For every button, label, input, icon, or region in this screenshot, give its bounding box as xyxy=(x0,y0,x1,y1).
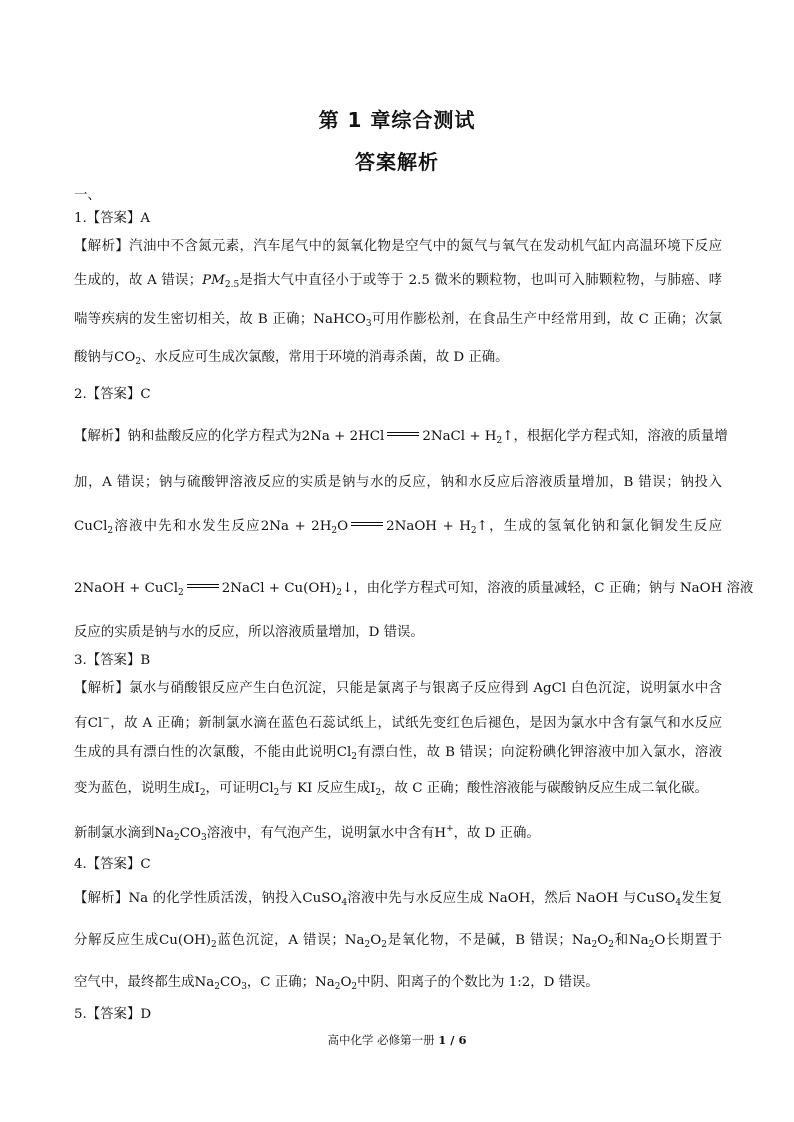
text-run: I xyxy=(194,781,200,796)
text-run: 2 xyxy=(331,526,338,536)
page-subtitle: 答案解析 xyxy=(355,150,439,174)
text-run: Na xyxy=(628,933,649,948)
text-run: Na xyxy=(315,975,335,990)
text-run: (OH) xyxy=(303,581,337,596)
q1-line-1 xyxy=(74,238,722,256)
text-run: 【解析】Na 的化学性质活泼，钠投入 xyxy=(74,891,303,906)
text-run: 2 xyxy=(107,526,114,536)
q2-line-4 xyxy=(74,580,754,602)
text-run: 2 xyxy=(351,752,358,762)
q1-answer: 1.【答案】A xyxy=(74,211,151,226)
footer-page-number: 1 / 6 xyxy=(438,1033,467,1047)
text-run: ，故 D 正确。 xyxy=(453,826,540,841)
text-run: 酸钠与 xyxy=(74,350,115,365)
text-run: 可用作膨松剂，在食品生产中经常用到，故 C 正确；次氯 xyxy=(371,312,722,327)
text-run: 2 xyxy=(496,436,503,446)
text-run: 溶液中先与水反应生成 NaOH，然后 NaOH 与 xyxy=(347,891,637,906)
text-run: CuSO xyxy=(636,891,676,906)
text-run: Na xyxy=(194,975,215,990)
text-run: CO xyxy=(219,975,242,990)
text-run: ，根据化学方程式知，溶液的质量增 xyxy=(513,429,728,444)
text-run: Cl xyxy=(336,745,352,760)
q2-line-1 xyxy=(74,428,728,450)
text-run: 空气中，最终都生成 xyxy=(74,975,195,990)
text-run: 4 xyxy=(675,898,682,908)
text-run: 2 xyxy=(648,940,655,950)
text-run: 2 xyxy=(336,588,342,598)
text-run: ，C 正确； xyxy=(246,975,315,990)
q3-line-5 xyxy=(74,820,722,847)
page-footer xyxy=(0,1032,794,1048)
text-run: 2 xyxy=(351,982,358,992)
q4-answer: 4.【答案】C xyxy=(74,857,151,872)
text-run: 是指大气中直径小于或等于 2.5 微米的颗粒物，也叫可入肺颗粒物，与肺癌、哮 xyxy=(239,273,722,288)
text-run: ↑ xyxy=(502,429,514,444)
text-run: ，故 C 正确；酸性溶液能与碳酸钠反应生成二氧化碳。 xyxy=(381,781,708,796)
text-run: 2 xyxy=(211,940,217,950)
text-run: 2NaCl + Cu xyxy=(221,581,304,596)
text-run: ↑ xyxy=(476,519,488,534)
q4-line-1 xyxy=(74,890,722,912)
text-run: Na xyxy=(154,826,175,841)
text-run: CO xyxy=(179,826,202,841)
text-run: CuCl xyxy=(74,519,108,534)
text-run: NaHCO xyxy=(313,312,366,327)
text-run: 2 xyxy=(334,982,341,992)
text-run: 2 xyxy=(273,788,280,798)
text-run: ，生成的氢氧化钠和氯化铜发生反应 xyxy=(487,519,722,534)
q1-line-3 xyxy=(74,311,722,333)
text-run: CO xyxy=(114,350,136,365)
text-run: 喘等疾病的发生密切相关，故 B 正确； xyxy=(74,312,314,327)
text-run: 2 xyxy=(608,940,614,950)
text-run: 生成的具有漂白性的次氯酸，不能由此说明 xyxy=(74,745,337,760)
text-run: 2 xyxy=(364,940,371,950)
text-run: 有漂白性，故 B 错误；向淀粉碘化钾溶液中加入氯水，溶液 xyxy=(357,745,722,760)
text-run: Na xyxy=(571,933,592,948)
text-run: ，故 A 正确；新制氯水滴在蓝色石蕊试纸上，试纸先变红色后褪色，是因为氯水中含有氯气和水反应 xyxy=(109,716,722,731)
text-run: 4 xyxy=(341,898,348,908)
text-run: H xyxy=(434,826,447,841)
text-run: Na xyxy=(344,933,365,948)
text-run: 2Na + 2HCl xyxy=(301,429,385,444)
text-run: 和 xyxy=(613,933,629,948)
q2-answer: 2.【答案】C xyxy=(74,387,151,402)
text-run: 中阴、阳离子的个数比为 1:2，D 错误。 xyxy=(357,975,599,990)
text-run: 是氧化物，不是碱，B 错误； xyxy=(386,933,572,948)
q3-answer: 3.【答案】B xyxy=(74,653,151,668)
text-run: O xyxy=(597,933,609,948)
text-run: 2.5 xyxy=(224,280,240,290)
text-run: 长期置于 xyxy=(665,933,723,948)
text-run: 3 xyxy=(365,319,372,329)
text-run: 发生复 xyxy=(681,891,723,906)
q1-line-2 xyxy=(74,272,722,294)
text-run: 2 xyxy=(178,588,184,598)
text-run: 溶液中先和水发生反应 xyxy=(113,519,261,534)
equals-sign xyxy=(387,432,419,436)
equals-sign xyxy=(351,522,383,526)
text-run: 、水反应可生成次氯酸，常用于环境的消毒杀菌，故 D 正确。 xyxy=(141,350,509,365)
footer-course: 高中化学 必修第一册 xyxy=(327,1033,435,1047)
text-run: 2NaOH + H xyxy=(386,519,471,534)
q4-line-2 xyxy=(74,932,722,954)
text-run: O xyxy=(337,519,349,534)
text-run: 3 xyxy=(241,982,247,992)
q2-line-2: 加，A 错误；钠与硫酸钾溶液反应的实质是钠与水的反应，钠和水反应后溶液质量增加，B 错误；钠投入 xyxy=(74,475,722,490)
equals-sign xyxy=(187,584,219,588)
section-label: 一、 xyxy=(74,188,101,203)
text-run: 有 xyxy=(74,716,88,731)
text-run: 【解析】汽油中不含氮元素，汽车尾气中的氮氧化物是空气中的氮气与氧气在发动机气缸内高温环境下反应 xyxy=(74,239,722,254)
text-run: 2 xyxy=(591,940,598,950)
text-run: (OH) xyxy=(177,933,211,948)
text-run: O xyxy=(340,975,352,990)
text-run: 溶液中，有气泡产生，说明氯水中含有 xyxy=(206,826,435,841)
q4-line-3 xyxy=(74,974,722,996)
q1-line-4 xyxy=(74,349,722,371)
text-run: 【解析】钠和盐酸反应的化学方程式为 xyxy=(74,429,302,444)
text-run: 2 xyxy=(470,526,477,536)
text-run: 与 KI 反应生成 xyxy=(279,781,371,796)
text-run: − xyxy=(102,714,110,724)
text-run: 2NaCl + H xyxy=(422,429,497,444)
text-run: 蓝色沉淀，A 错误； xyxy=(216,933,345,948)
q3-line-4 xyxy=(74,780,722,802)
text-run: 变为蓝色，说明生成 xyxy=(74,781,195,796)
q3-line-3 xyxy=(74,744,722,766)
text-run: ，可证明 xyxy=(205,781,260,796)
text-run: 新制氯水滴到 xyxy=(74,826,155,841)
text-run: PM xyxy=(202,273,225,288)
q3-line-2 xyxy=(74,710,722,733)
text-run: + xyxy=(446,824,454,834)
text-run: 2 xyxy=(375,788,382,798)
text-run: ↓ xyxy=(341,581,354,596)
text-run: Cl xyxy=(87,716,103,731)
text-run: 2 xyxy=(199,788,206,798)
text-run: Cu xyxy=(159,933,178,948)
text-run: O xyxy=(370,933,382,948)
text-run: 2 xyxy=(174,833,180,843)
text-run: Cl xyxy=(259,781,274,796)
text-run: 3 xyxy=(201,833,207,843)
q2-line-3 xyxy=(74,518,722,540)
text-run: O xyxy=(654,933,666,948)
text-run: 2 xyxy=(381,940,387,950)
text-run: 分解反应生成 xyxy=(74,933,160,948)
page-title: 第 1 章综合测试 xyxy=(318,108,476,132)
text-run: I xyxy=(370,781,376,796)
text-run: 2Na + 2H xyxy=(260,519,332,534)
q3-line-1: 【解析】氯水与硝酸银反应产生白色沉淀，只能是氯离子与银离子反应得到 AgCl 白色沉淀，说明氯水中含 xyxy=(74,681,722,696)
text-run: 2 xyxy=(135,357,142,367)
q2-line-5: 反应的实质是钠与水的反应，所以溶液质量增加，D 错误。 xyxy=(74,625,424,640)
text-run: CuSO xyxy=(302,891,342,906)
text-run: 生成的，故 A 错误； xyxy=(74,273,203,288)
q5-answer: 5.【答案】D xyxy=(74,1007,152,1022)
text-run: 2 xyxy=(214,982,220,992)
text-run: 2NaOH + CuCl xyxy=(74,581,179,596)
text-run: ，由化学方程式可知，溶液的质量减轻，C 正确；钠与 NaOH 溶液 xyxy=(353,581,754,596)
